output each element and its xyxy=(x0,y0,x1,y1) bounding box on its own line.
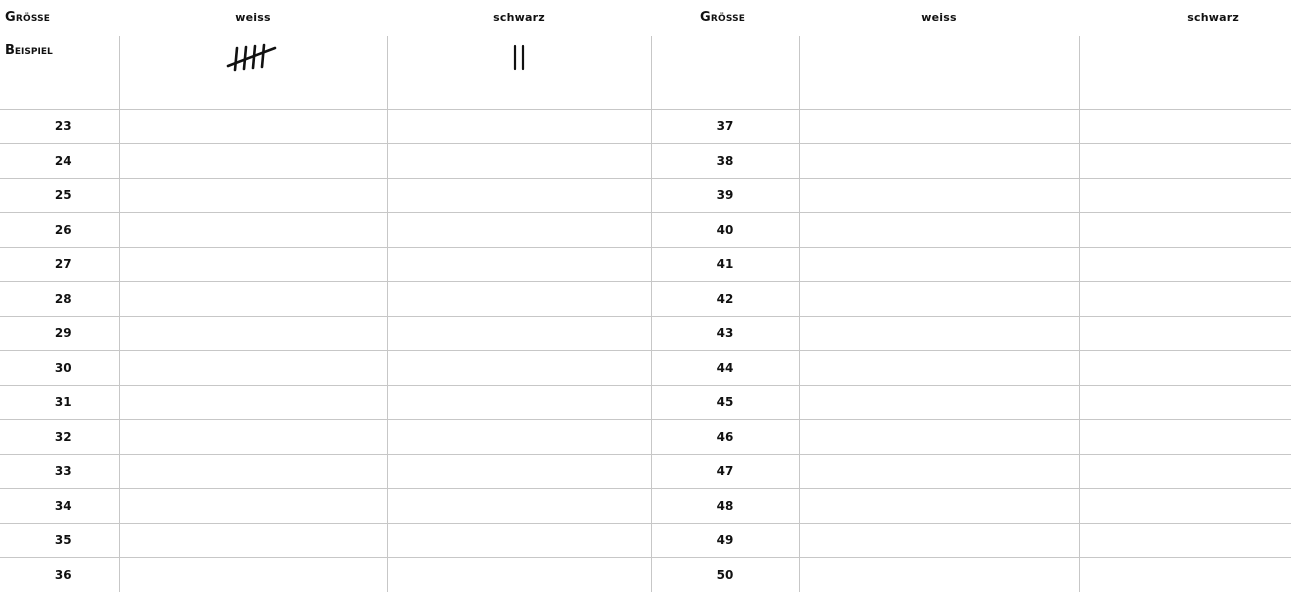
black-right-cell[interactable] xyxy=(1079,454,1291,489)
header-size-right: Grösse xyxy=(651,0,799,36)
table-row xyxy=(0,454,1291,489)
white-left-cell[interactable] xyxy=(119,385,387,420)
example-row xyxy=(0,36,1291,109)
white-right-cell[interactable] xyxy=(799,420,1079,455)
size-right: 50 xyxy=(651,558,799,592)
size-left: 28 xyxy=(0,282,119,317)
size-left: 32 xyxy=(0,420,119,455)
size-left: 35 xyxy=(0,523,119,558)
table-row xyxy=(0,213,1291,248)
table-row xyxy=(0,247,1291,282)
size-right: 48 xyxy=(651,489,799,524)
size-right: 37 xyxy=(651,109,799,144)
black-right-cell[interactable] xyxy=(1079,109,1291,144)
header-white-right: weiss xyxy=(799,0,1079,36)
white-left-cell[interactable] xyxy=(119,247,387,282)
table-row xyxy=(0,282,1291,317)
black-left-cell[interactable] xyxy=(387,144,651,179)
example-label: Beispiel xyxy=(0,36,119,109)
white-left-cell[interactable] xyxy=(119,213,387,248)
size-right: 44 xyxy=(651,351,799,386)
size-right: 49 xyxy=(651,523,799,558)
white-left-cell[interactable] xyxy=(119,454,387,489)
white-right-cell[interactable] xyxy=(799,454,1079,489)
white-right-cell[interactable] xyxy=(799,282,1079,317)
size-right: 39 xyxy=(651,178,799,213)
black-right-cell[interactable] xyxy=(1079,489,1291,524)
table-row xyxy=(0,109,1291,144)
black-left-cell[interactable] xyxy=(387,489,651,524)
black-right-cell[interactable] xyxy=(1079,316,1291,351)
tally-five-icon xyxy=(223,40,283,74)
size-right: 41 xyxy=(651,247,799,282)
size-right: 47 xyxy=(651,454,799,489)
example-size-right-cell[interactable] xyxy=(651,36,799,109)
size-left: 24 xyxy=(0,144,119,179)
header-row xyxy=(0,0,1291,36)
table-row xyxy=(0,144,1291,179)
black-left-cell[interactable] xyxy=(387,213,651,248)
black-right-cell[interactable] xyxy=(1079,420,1291,455)
example-white-right-cell[interactable] xyxy=(799,36,1079,109)
white-left-cell[interactable] xyxy=(119,178,387,213)
black-left-cell[interactable] xyxy=(387,523,651,558)
header-white-left: weiss xyxy=(119,0,387,36)
size-left: 23 xyxy=(0,109,119,144)
table-row xyxy=(0,385,1291,420)
white-right-cell[interactable] xyxy=(799,385,1079,420)
size-right: 43 xyxy=(651,316,799,351)
header-black-left: schwarz xyxy=(387,0,651,36)
black-right-cell[interactable] xyxy=(1079,213,1291,248)
tally-two-icon xyxy=(504,40,534,74)
white-left-cell[interactable] xyxy=(119,351,387,386)
black-left-cell[interactable] xyxy=(387,109,651,144)
table-row xyxy=(0,420,1291,455)
black-right-cell[interactable] xyxy=(1079,247,1291,282)
white-left-cell[interactable] xyxy=(119,144,387,179)
white-left-cell[interactable] xyxy=(119,523,387,558)
table-row xyxy=(0,316,1291,351)
black-left-cell[interactable] xyxy=(387,385,651,420)
size-left: 34 xyxy=(0,489,119,524)
example-black-cell[interactable] xyxy=(387,36,651,109)
table-row xyxy=(0,523,1291,558)
size-right: 40 xyxy=(651,213,799,248)
white-left-cell[interactable] xyxy=(119,420,387,455)
white-right-cell[interactable] xyxy=(799,523,1079,558)
white-right-cell[interactable] xyxy=(799,213,1079,248)
white-right-cell[interactable] xyxy=(799,489,1079,524)
white-right-cell[interactable] xyxy=(799,178,1079,213)
black-left-cell[interactable] xyxy=(387,247,651,282)
size-left: 36 xyxy=(0,558,119,592)
black-right-cell[interactable] xyxy=(1079,351,1291,386)
black-right-cell[interactable] xyxy=(1079,178,1291,213)
size-left: 30 xyxy=(0,351,119,386)
size-right: 42 xyxy=(651,282,799,317)
size-left: 27 xyxy=(0,247,119,282)
table-row xyxy=(0,489,1291,524)
white-right-cell[interactable] xyxy=(799,351,1079,386)
black-left-cell[interactable] xyxy=(387,178,651,213)
black-left-cell[interactable] xyxy=(387,454,651,489)
size-left: 29 xyxy=(0,316,119,351)
size-right: 38 xyxy=(651,144,799,179)
table-row xyxy=(0,351,1291,386)
black-right-cell[interactable] xyxy=(1079,282,1291,317)
size-left: 33 xyxy=(0,454,119,489)
black-right-cell[interactable] xyxy=(1079,144,1291,179)
black-right-cell[interactable] xyxy=(1079,385,1291,420)
white-right-cell[interactable] xyxy=(799,316,1079,351)
black-left-cell[interactable] xyxy=(387,316,651,351)
black-right-cell[interactable] xyxy=(1079,523,1291,558)
size-right: 45 xyxy=(651,385,799,420)
header-size-left: Grösse xyxy=(0,0,119,36)
white-right-cell[interactable] xyxy=(799,247,1079,282)
black-left-cell[interactable] xyxy=(387,282,651,317)
white-right-cell[interactable] xyxy=(799,144,1079,179)
example-white-cell[interactable] xyxy=(119,36,387,109)
black-left-cell[interactable] xyxy=(387,420,651,455)
white-left-cell[interactable] xyxy=(119,489,387,524)
black-left-cell[interactable] xyxy=(387,351,651,386)
white-left-cell[interactable] xyxy=(119,109,387,144)
table-row xyxy=(0,178,1291,213)
size-left: 26 xyxy=(0,213,119,248)
example-black-right-cell[interactable] xyxy=(1079,36,1291,109)
header-black-right: schwarz xyxy=(1079,0,1291,36)
size-left: 31 xyxy=(0,385,119,420)
white-right-cell[interactable] xyxy=(799,109,1079,144)
white-left-cell[interactable] xyxy=(119,282,387,317)
white-left-cell[interactable] xyxy=(119,316,387,351)
size-left: 25 xyxy=(0,178,119,213)
size-right: 46 xyxy=(651,420,799,455)
